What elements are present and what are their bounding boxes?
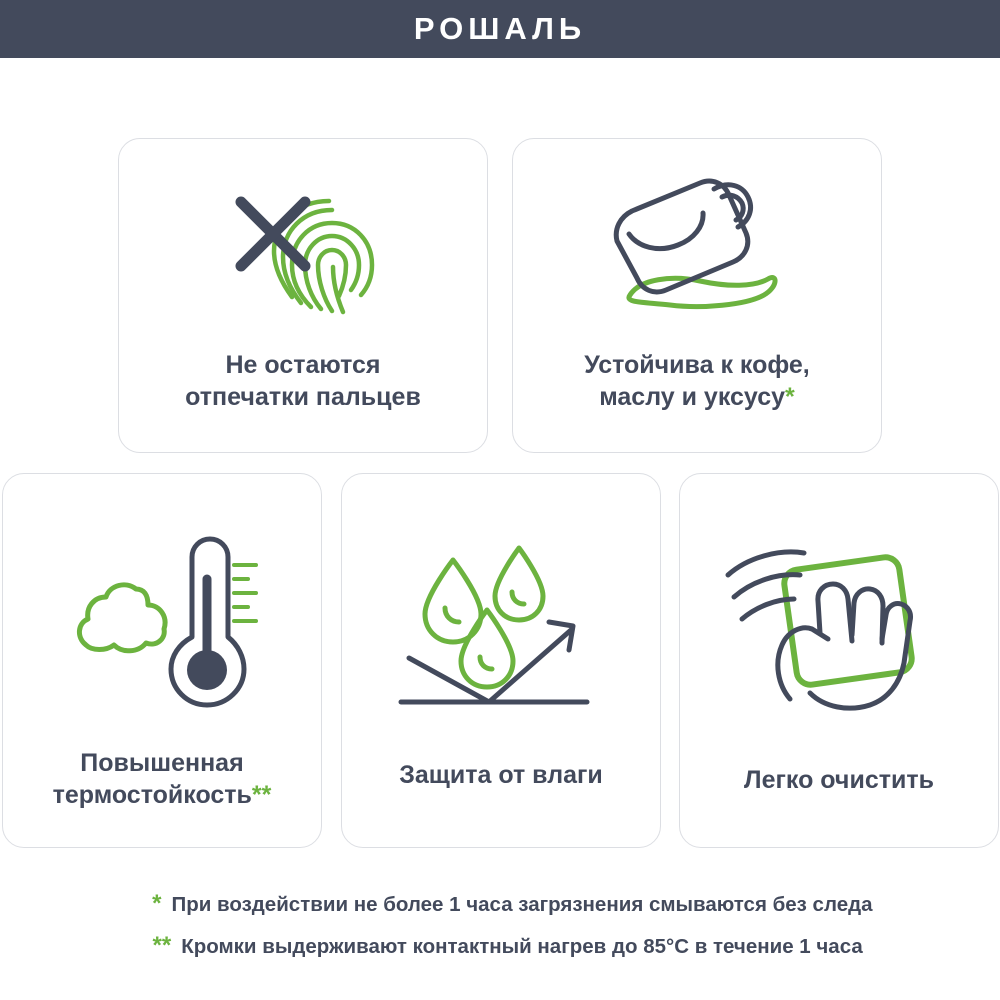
footnote-1 [0,890,1000,918]
feature-label-line1: Повышенная [80,749,244,777]
feature-card-fingerprint [118,138,488,453]
footnote-text-1: При воздействии не более 1 часа загрязнения смываются без следа [171,893,873,916]
footnote-mark-1: * [152,890,162,917]
footnote-mark-2: ** [152,932,172,959]
feature-label-heat [41,747,284,811]
feature-label-line2: отпечатки пальцев [185,383,421,411]
feature-label-line2: термостойкость [52,781,252,809]
water-drops-repel-icon [391,534,611,724]
header-bar [0,0,1000,58]
feature-label-moisture [387,759,615,791]
hand-wiping-cloth-icon [724,529,954,729]
footnote-text-2: Кромки выдерживают контактный нагрев до 85°С в течение 1 часа [181,935,863,958]
feature-label-line1: Легко очистить [744,766,934,794]
feature-asterisk: * [785,383,795,411]
footnote-2 [0,932,1000,960]
feature-card-clean [679,473,999,848]
thermometer-steam-icon [52,519,272,719]
footnotes [0,890,1000,960]
spilled-cup-icon [582,177,812,327]
feature-label-line1: Не остаются [225,351,381,379]
feature-cards-area [0,58,1000,878]
feature-label-line2-wrap [53,779,272,811]
feature-label-clean [732,764,946,796]
feature-asterisk: ** [251,781,272,809]
feature-label-line1: Устойчива к кофе, [584,351,810,379]
feature-card-coffee [512,138,882,453]
feature-label-line1: Защита от влаги [399,761,603,789]
feature-label-coffee [572,349,822,413]
feature-label-line2-wrap [584,381,810,413]
page-title: РОШАЛЬ [413,11,587,46]
feature-label-line2: маслу и уксусу [599,383,786,411]
feature-card-moisture [341,473,661,848]
feature-card-heat [2,473,322,848]
feature-label-fingerprint [173,349,433,413]
fingerprint-no-print-icon [193,169,413,329]
